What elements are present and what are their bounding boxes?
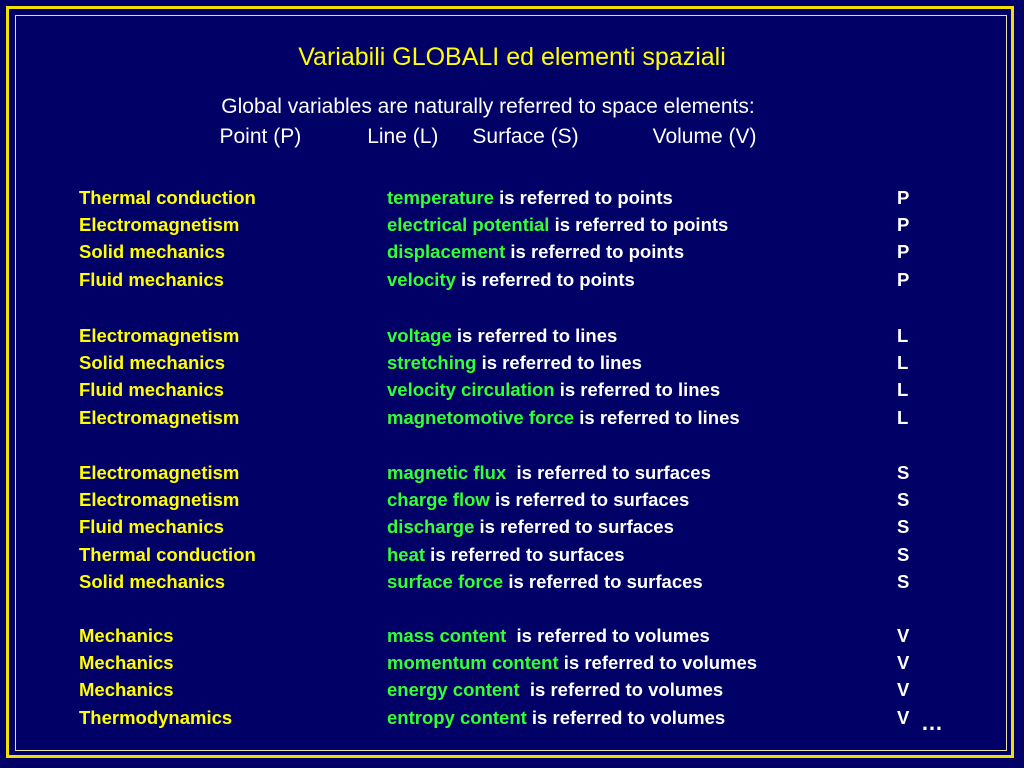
space-element-code: L xyxy=(897,406,909,428)
space-element-code: V xyxy=(897,679,910,701)
variable-description xyxy=(387,541,625,568)
variable-description xyxy=(387,568,703,595)
variable-description xyxy=(387,322,617,349)
table-row xyxy=(0,238,1024,265)
field-name: Mechanics xyxy=(79,679,174,701)
variable-description xyxy=(387,704,725,731)
global-variable: magnetic flux xyxy=(387,462,507,483)
global-variable: voltage xyxy=(387,325,452,346)
variable-description xyxy=(387,238,684,265)
reference-text: is referred to surfaces xyxy=(489,489,690,511)
global-variable: charge flow xyxy=(387,489,490,511)
reference-text: is referred to surfaces xyxy=(474,516,674,538)
global-variable: magnetomotive force xyxy=(387,406,575,428)
space-element-code: S xyxy=(897,570,910,592)
element-surface: Surface (S) xyxy=(472,125,579,148)
reference-text: is referred to points xyxy=(493,187,673,208)
field-name: Electromagnetism xyxy=(79,406,240,428)
element-point: Point (P) xyxy=(219,125,302,148)
space-element-code: P xyxy=(897,214,910,236)
global-variable: discharge xyxy=(387,516,475,538)
global-variable: displacement xyxy=(387,241,506,263)
variable-description xyxy=(387,349,642,376)
variable-description xyxy=(387,676,723,703)
field-name: Electromagnetism xyxy=(79,489,240,511)
space-element-code: L xyxy=(897,352,909,374)
field-name: Electromagnetism xyxy=(79,325,240,346)
reference-text: is referred to volumes xyxy=(558,652,758,674)
table-row xyxy=(0,676,1024,703)
table-row xyxy=(0,541,1024,568)
reference-text: is referred to volumes xyxy=(506,625,710,646)
space-element-code: V xyxy=(897,625,910,646)
reference-text: is referred to volumes xyxy=(526,706,726,728)
element-line: Line (L) xyxy=(367,125,439,148)
global-variable: velocity circulation xyxy=(387,379,555,401)
variable-description xyxy=(387,513,674,540)
reference-text: is referred to lines xyxy=(554,379,721,401)
slide-title: Variabili GLOBALI ed elementi spaziali xyxy=(298,43,726,71)
variable-description xyxy=(387,404,740,431)
table-row xyxy=(0,622,1024,649)
slide-subtitle: Global variables are naturally referred to space elements: xyxy=(221,95,755,118)
field-name: Fluid mechanics xyxy=(79,379,224,401)
table-row xyxy=(0,704,1024,731)
reference-text: is referred to surfaces xyxy=(506,462,711,483)
space-element-code: L xyxy=(897,325,909,346)
space-element-code: P xyxy=(897,268,910,290)
field-name: Solid mechanics xyxy=(79,570,225,592)
global-variable: mass content xyxy=(387,625,507,646)
table-row xyxy=(0,349,1024,376)
reference-text: is referred to surfaces xyxy=(425,543,625,565)
reference-text: is referred to lines xyxy=(476,352,642,374)
space-element-code: V xyxy=(897,652,910,674)
global-variable: momentum content xyxy=(387,652,559,674)
table-row xyxy=(0,211,1024,238)
table-row xyxy=(0,404,1024,431)
table-row xyxy=(0,322,1024,349)
global-variable: surface force xyxy=(387,570,504,592)
reference-text: is referred to points xyxy=(549,214,729,236)
variable-description xyxy=(387,486,689,513)
reference-text: is referred to points xyxy=(455,268,635,290)
variable-description xyxy=(387,376,720,403)
field-name: Thermodynamics xyxy=(79,706,233,728)
global-variable: velocity xyxy=(387,268,456,290)
space-element-code: L xyxy=(897,379,909,401)
reference-text: is referred to lines xyxy=(574,406,740,428)
global-variable: heat xyxy=(387,543,426,565)
continuation-ellipsis: … xyxy=(921,710,943,735)
table-row xyxy=(0,513,1024,540)
reference-text: is referred to lines xyxy=(451,325,618,346)
space-element-code: S xyxy=(897,462,910,483)
space-element-code: V xyxy=(897,706,910,728)
variable-description xyxy=(387,459,711,486)
field-name: Mechanics xyxy=(79,652,174,674)
table-row xyxy=(0,486,1024,513)
table-row xyxy=(0,376,1024,403)
field-name: Fluid mechanics xyxy=(79,268,224,290)
field-name: Solid mechanics xyxy=(79,241,225,263)
variable-description xyxy=(387,649,757,676)
field-name: Mechanics xyxy=(79,625,174,646)
space-element-code: P xyxy=(897,241,910,263)
field-name: Electromagnetism xyxy=(79,214,240,236)
field-name: Solid mechanics xyxy=(79,352,225,374)
variable-description xyxy=(387,622,710,649)
global-variable: electrical potential xyxy=(387,214,550,236)
space-element-code: S xyxy=(897,516,910,538)
variable-description xyxy=(387,211,728,238)
variable-description xyxy=(387,184,673,211)
table-row xyxy=(0,649,1024,676)
field-name: Electromagnetism xyxy=(79,462,240,483)
reference-text: is referred to volumes xyxy=(519,679,724,701)
reference-text: is referred to surfaces xyxy=(503,570,703,592)
reference-text: is referred to points xyxy=(505,241,685,263)
space-element-code: S xyxy=(897,489,910,511)
field-name: Fluid mechanics xyxy=(79,516,224,538)
table-row xyxy=(0,568,1024,595)
element-volume: Volume (V) xyxy=(652,125,757,148)
table-row xyxy=(0,459,1024,486)
table-row xyxy=(0,184,1024,211)
variable-description xyxy=(387,266,635,293)
space-element-code: P xyxy=(897,187,910,208)
global-variable: entropy content xyxy=(387,706,527,728)
global-variable: energy content xyxy=(387,679,520,701)
field-name: Thermal conduction xyxy=(79,187,256,208)
global-variable: stretching xyxy=(387,352,477,374)
table-row xyxy=(0,266,1024,293)
field-name: Thermal conduction xyxy=(79,543,256,565)
space-element-code: S xyxy=(897,543,910,565)
global-variable: temperature xyxy=(387,187,494,208)
